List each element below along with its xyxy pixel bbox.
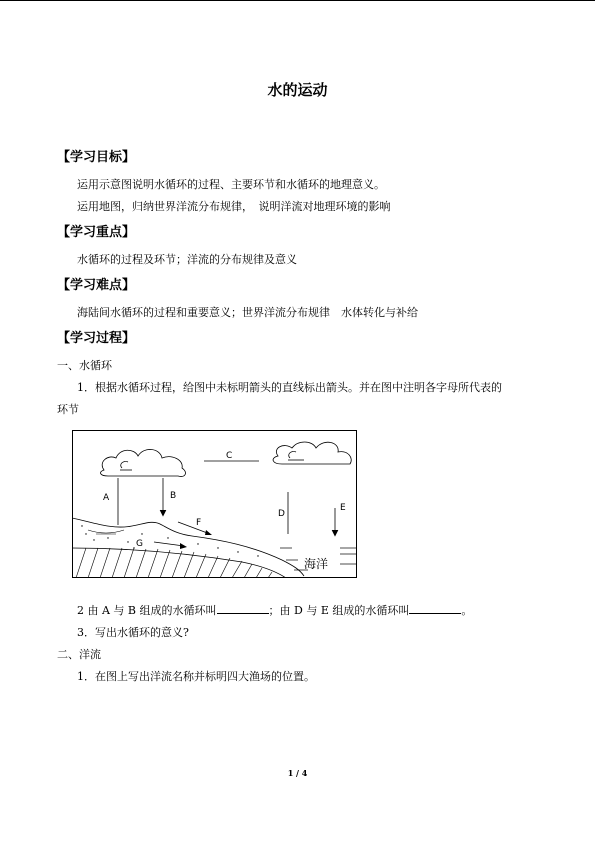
label-e: E — [340, 503, 346, 513]
q2-text-c: 。 — [461, 604, 473, 617]
part2-title: 二、洋流 — [57, 648, 101, 661]
goal-item-1: 运用示意图说明水循环的过程、主要环节和水循环的地理意义。 — [77, 178, 385, 191]
right-cloud-icon — [273, 442, 351, 464]
arrow-f-head — [205, 530, 212, 535]
arrow-e-head — [332, 530, 338, 536]
bedrock-top — [72, 548, 286, 578]
part2-q1: 1．在图上写出洋流名称并标明四大渔场的位置。 — [77, 670, 315, 683]
arrow-g — [154, 542, 184, 546]
q1-line2: 环节 — [57, 403, 79, 416]
arrow-f — [178, 522, 210, 534]
difficulty-item-1: 海陆间水循环的过程和重要意义；世界洋流分布规律 水体转化与补给 — [77, 306, 418, 319]
goals-heading: 【学习目标】 — [57, 150, 136, 165]
q2-text-a: 2 由 A 与 B 组成的水循环叫 — [77, 604, 217, 617]
part1-title: 一、水循环 — [57, 359, 112, 372]
left-cloud-icon — [101, 449, 186, 476]
q3-line: 3．写出水循环的意义? — [77, 626, 189, 639]
label-g: G — [136, 539, 143, 549]
label-d: D — [278, 509, 285, 519]
key-points-heading: 【学习重点】 — [57, 225, 136, 240]
q2-blank-2[interactable] — [409, 603, 461, 614]
label-a: A — [103, 493, 110, 503]
label-ocean: 海洋 — [304, 557, 329, 571]
q2-line — [77, 602, 472, 618]
page-title: 水的运动 — [267, 81, 328, 99]
goal-item-2: 运用地图，归纳世界洋流分布规律， 说明洋流对地理环境的影响 — [77, 200, 391, 213]
q2-blank-1[interactable] — [217, 603, 269, 614]
key-point-item-1: 水循环的过程及环节；洋流的分布规律及意义 — [77, 253, 297, 266]
arrow-g-head — [180, 543, 187, 549]
q2-text-b: ；由 D 与 E 组成的水循环叫 — [268, 604, 410, 617]
difficulties-heading: 【学习难点】 — [57, 278, 136, 293]
arrow-b-head — [160, 510, 166, 516]
label-f: F — [196, 518, 202, 528]
page-top-border — [0, 0, 595, 1]
bedrock-hatch — [76, 548, 272, 578]
water-cycle-diagram — [72, 430, 357, 578]
process-heading: 【学习过程】 — [57, 331, 136, 346]
q1-line1: 1．根据水循环过程，给图中未标明箭头的直线标出箭头。并在图中注明各字母所代表的 — [77, 381, 502, 394]
label-b: B — [170, 491, 177, 501]
label-c: C — [226, 451, 233, 461]
lake — [88, 530, 124, 533]
page-number: 1 / 4 — [287, 768, 308, 778]
soil-dots — [81, 525, 258, 556]
